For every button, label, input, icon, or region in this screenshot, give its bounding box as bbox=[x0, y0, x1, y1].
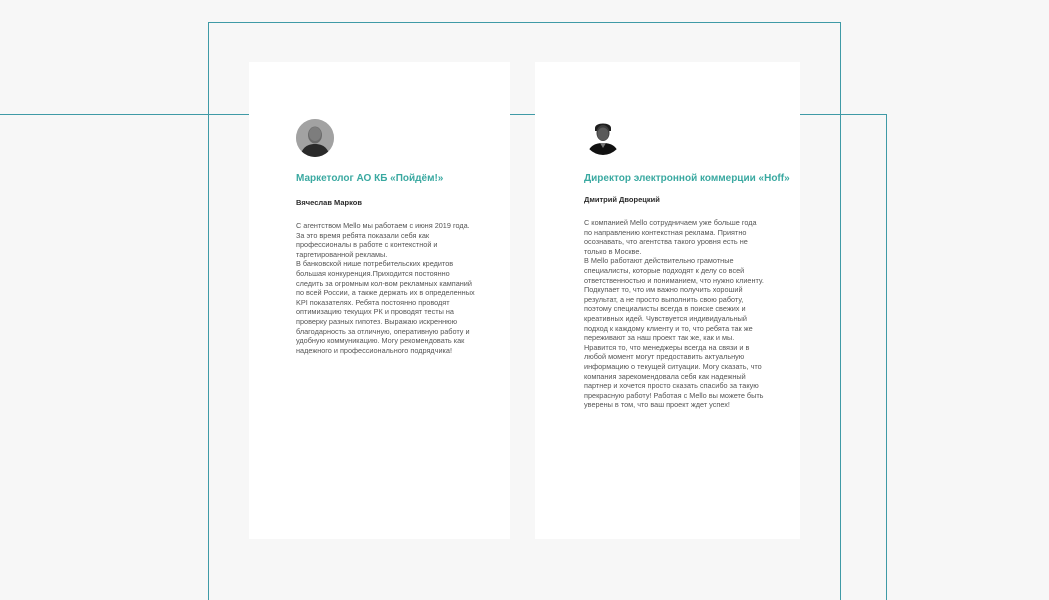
decor-line-top bbox=[208, 22, 841, 23]
decor-line-right bbox=[840, 22, 841, 600]
testimonial-card-2 bbox=[535, 62, 800, 539]
person-photo-icon bbox=[584, 117, 622, 155]
testimonial-paragraph: С компанией Mello сотрудничаем уже больше года по направлению контекстная реклама. Приятно осознавать, что агентства такого уровня есть не только в Москве. bbox=[584, 218, 757, 256]
testimonial-role: Директор электронной коммерции «Hoff» bbox=[584, 173, 790, 184]
testimonial-role: Маркетолог АО КБ «Пойдём!» bbox=[296, 173, 444, 184]
person-photo-icon bbox=[296, 119, 334, 157]
decor-line-left bbox=[208, 22, 209, 600]
decor-line-far-right bbox=[886, 114, 887, 600]
testimonial-paragraph: В Mello работают действительно грамотные специалисты, которые подходят к делу со всей ответственностью и пониманием, что нужно клиенту. Подкупает то, что им важно получить хороший результат, а не просто выполнить свою работу, поэтому специалисты всегда в поиске свежих и креативных идей. Чувствуется индивидуальный подход к каждому клиенту и то, что ребята так же переживают за наш проект так же, как и мы. Нравится то, что менеджеры всегда на связи и в любой момент могут предоставить актуальную информацию о текущей ситуации. Могу сказать, что компания зарекомендовала себя как надежный партнер и хочется просто сказать спасибо за такую прекрасную работу! Работая с Mello вы можете быть уверены в том, что ваш проект ждет успех! bbox=[584, 256, 764, 410]
testimonial-text bbox=[584, 218, 766, 410]
avatar-person-photo-icon bbox=[296, 119, 334, 157]
avatar-person-photo-icon bbox=[584, 117, 622, 155]
testimonial-author-name: Дмитрий Дворецкий bbox=[584, 195, 660, 204]
testimonial-author-name: Вячеслав Марков bbox=[296, 198, 362, 207]
testimonial-text bbox=[296, 221, 478, 355]
testimonial-paragraph: В банковской нише потребительских кредитов большая конкуренция.Приходится постоянно следить за огромным кол-вом рекламных кампаний по всей России, а также держать их в определенных KPI показателях. Ребята постоянно проводят оптимизацию текущих РК и проводят тесты на проверку разных гипотез. Выражаю искреннюю благодарность за отличную, оперативную работу и удобную коммуникацию. Могу рекомендовать как надежного и профессионального подрядчика! bbox=[296, 259, 475, 355]
testimonial-card-1 bbox=[249, 62, 510, 539]
testimonial-paragraph: С агентством Mello мы работаем с июня 2019 года. За это время ребята показали себя как профессионалы в работе с контекстной и таргетированной рекламы. bbox=[296, 221, 470, 259]
